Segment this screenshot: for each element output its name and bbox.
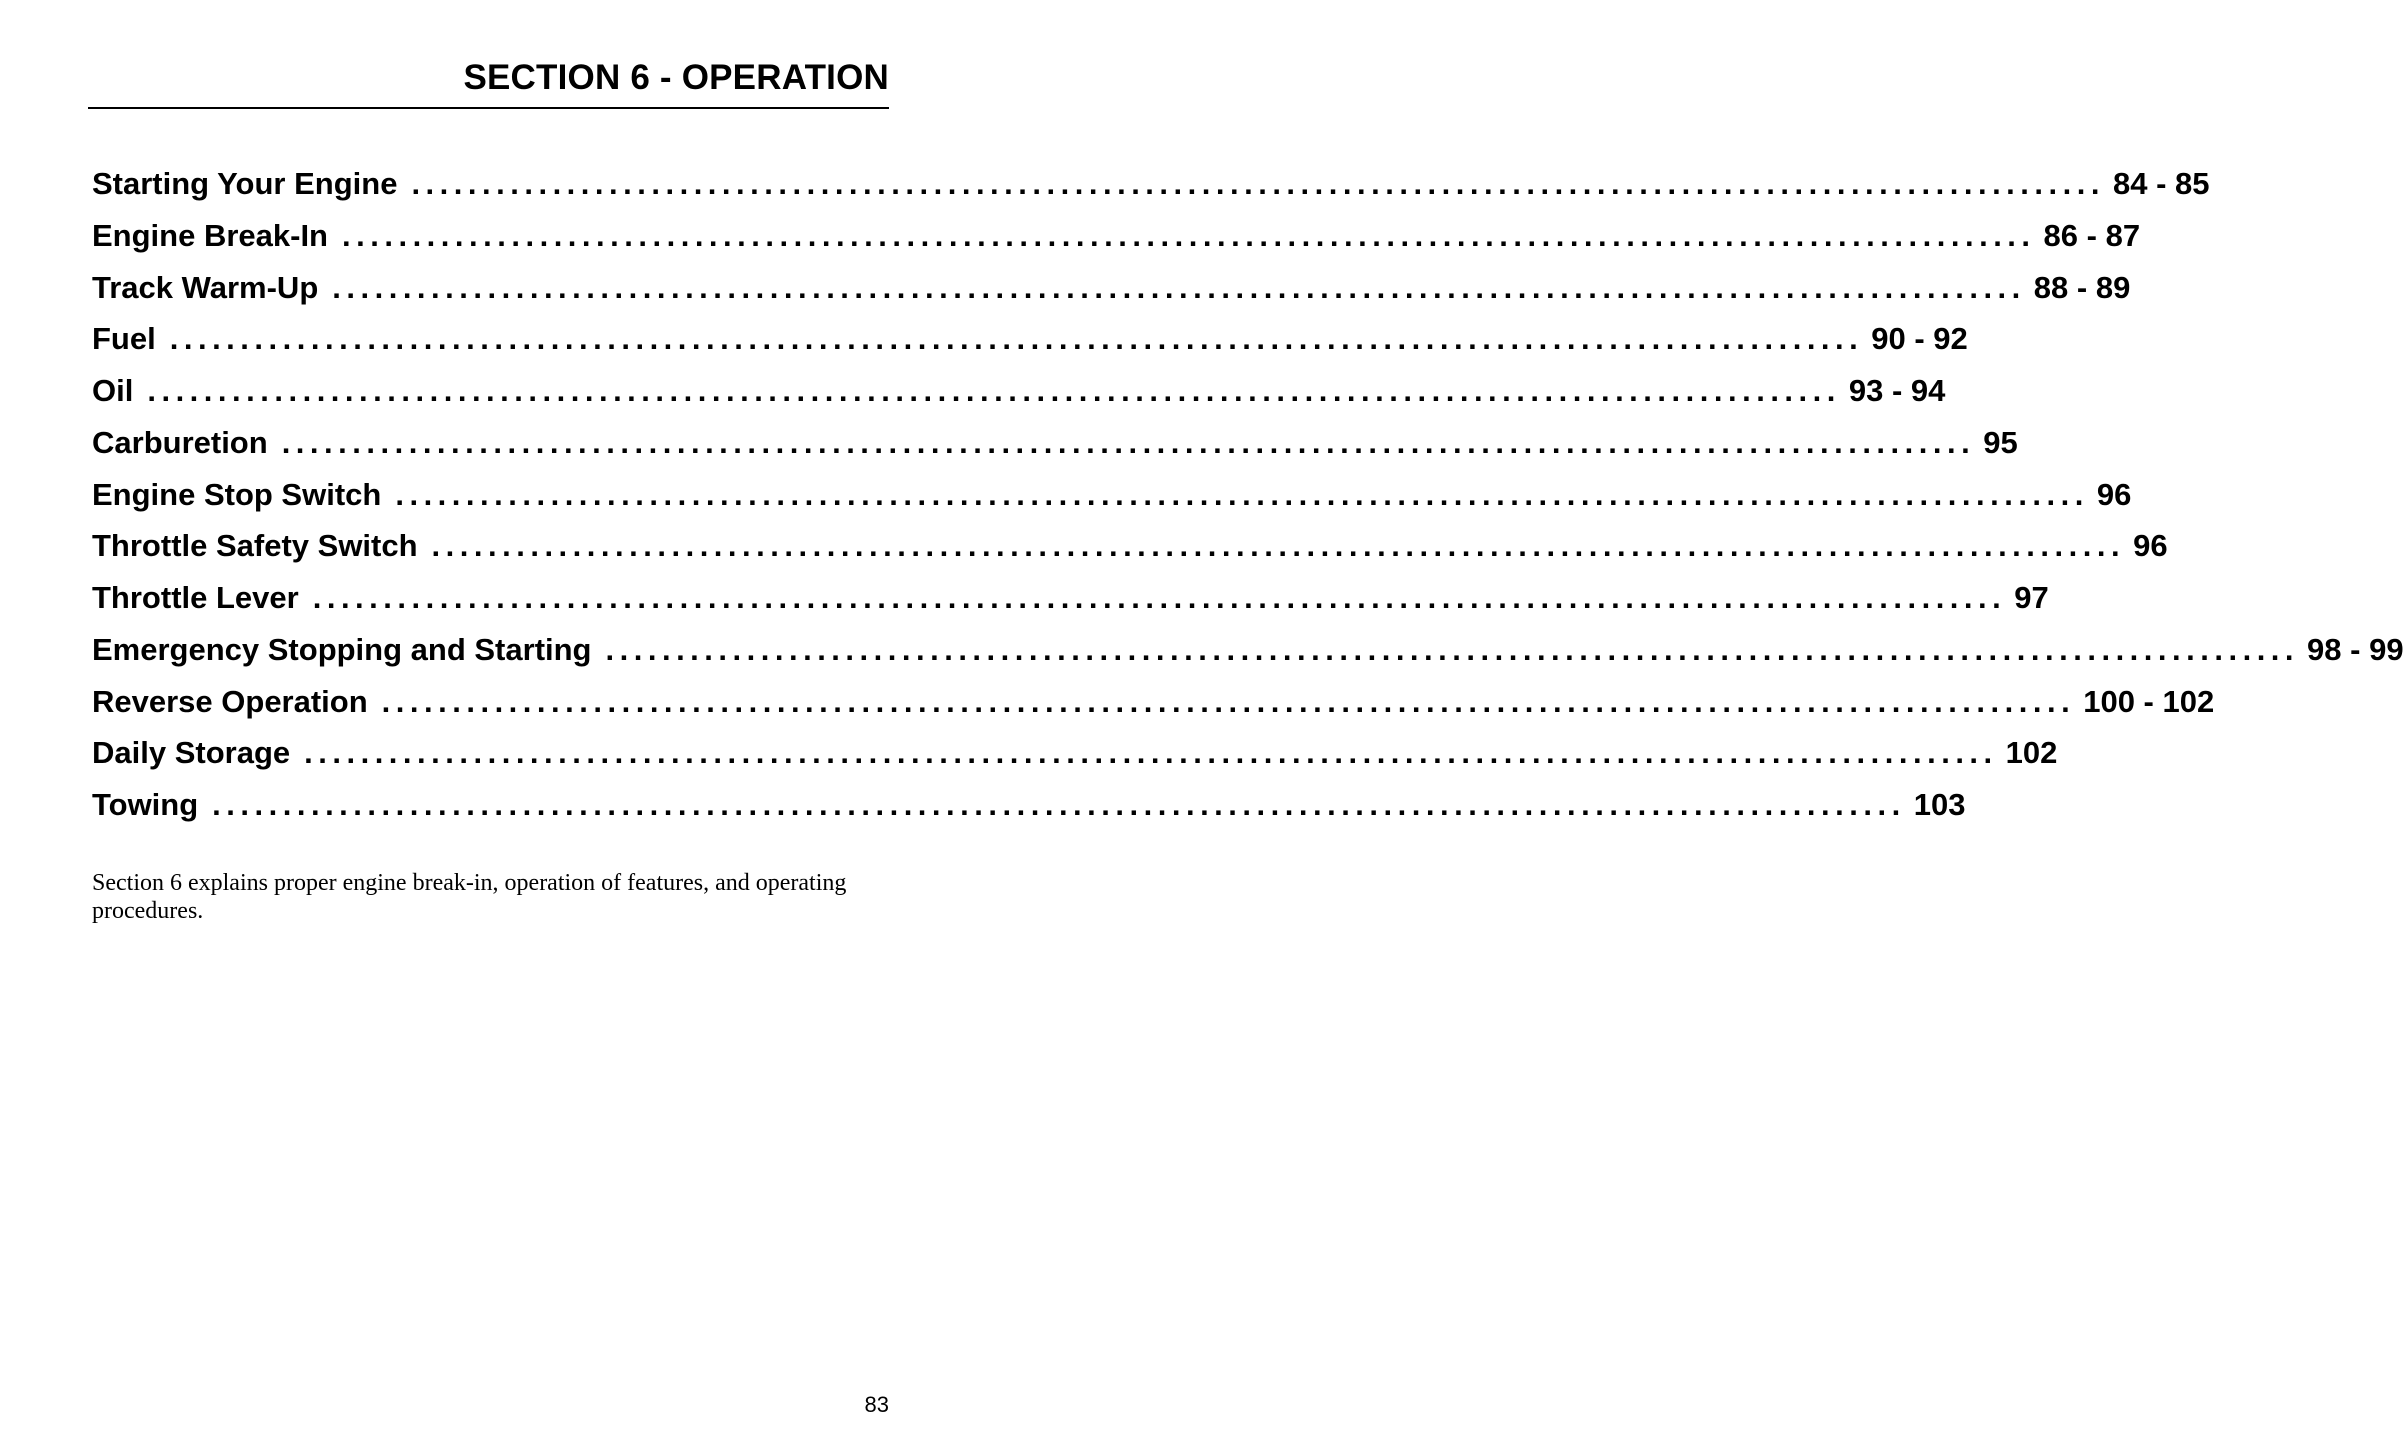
- toc-entry-track-warm-up[interactable]: [92, 262, 2131, 314]
- toc-entry-label: Throttle Safety Switch: [92, 528, 418, 564]
- toc-entry-label: Track Warm-Up: [92, 269, 319, 305]
- title-divider: [88, 107, 889, 109]
- toc-leader-dots: ........................................................................................................................: [281, 424, 1976, 460]
- toc-entry-throttle-lever[interactable]: [92, 572, 2049, 624]
- toc-entry-pages: 95: [1983, 424, 2018, 460]
- toc-entry-starting-your-engine[interactable]: [92, 158, 2210, 210]
- toc-entry-label: Reverse Operation: [92, 683, 368, 719]
- toc-entry-label: Engine Break-In: [92, 217, 328, 253]
- page-number: 83: [864, 1392, 889, 1417]
- toc-entry-label: Daily Storage: [92, 735, 291, 771]
- section-title: SECTION 6 - OPERATION: [463, 58, 889, 97]
- toc-entry-pages: 96: [2096, 476, 2132, 512]
- toc-entry-pages: 86 - 87: [2043, 217, 2141, 253]
- toc-entry-emergency-stopping-and-starting[interactable]: [92, 624, 2404, 676]
- toc-entry-daily-storage[interactable]: [92, 727, 2058, 779]
- toc-leader-dots: ........................................................................................................................: [395, 476, 2089, 512]
- toc-entry-pages: 103: [1913, 787, 1966, 822]
- toc-leader-dots: ........................................................................................................................: [381, 683, 2076, 719]
- toc-entry-carburetion[interactable]: [92, 417, 2018, 469]
- toc-leader-dots: ........................................................................................................................: [212, 787, 1906, 822]
- toc-entry-pages: 96: [2133, 528, 2168, 564]
- toc-leader-dots: ........................................................................................................................: [605, 631, 2300, 667]
- toc-entry-pages: 100 - 102: [2083, 683, 2215, 719]
- toc-entry-label: Carburetion: [92, 424, 268, 460]
- toc-entry-oil[interactable]: [92, 365, 1946, 417]
- toc-entry-pages: 102: [2005, 735, 2058, 771]
- toc-entry-throttle-safety-switch[interactable]: [92, 520, 2168, 572]
- toc-leader-dots: ........................................................................................................................: [431, 528, 2126, 564]
- toc-leader-dots: ........................................................................................................................: [342, 217, 2036, 253]
- toc-leader-dots: ........................................................................................................................: [312, 580, 2007, 615]
- toc-leader-dots: ........................................................................................................................: [411, 166, 2105, 201]
- section-description: Section 6 explains proper engine break-in, operation of features, and operating procedures.: [92, 870, 847, 924]
- toc-leader-dots: ........................................................................................................................: [147, 373, 1841, 408]
- toc-entry-engine-break-in[interactable]: [92, 210, 2141, 262]
- toc-entry-pages: 90 - 92: [1871, 321, 1968, 357]
- toc-entry-label: Emergency Stopping and Starting: [92, 631, 592, 667]
- toc-entry-pages: 88 - 89: [2033, 269, 2131, 305]
- toc-entry-label: Engine Stop Switch: [92, 476, 382, 512]
- toc-entry-reverse-operation[interactable]: [92, 676, 2215, 728]
- toc-entry-label: Starting Your Engine: [92, 166, 398, 201]
- toc-entry-label: Fuel: [92, 321, 156, 357]
- table-of-contents: [92, 158, 2404, 831]
- toc-leader-dots: ........................................................................................................................: [332, 269, 2026, 305]
- toc-entry-label: Throttle Lever: [92, 580, 299, 615]
- toc-entry-label: Towing: [92, 787, 199, 822]
- toc-entry-towing[interactable]: [92, 779, 1966, 831]
- toc-entry-label: Oil: [92, 373, 134, 408]
- toc-entry-pages: 97: [2014, 580, 2049, 615]
- toc-entry-pages: 84 - 85: [2112, 166, 2210, 201]
- toc-entry-fuel[interactable]: [92, 313, 1968, 365]
- toc-entry-pages: 93 - 94: [1848, 373, 1946, 408]
- toc-entry-pages: 98 - 99: [2307, 631, 2404, 667]
- toc-leader-dots: ........................................................................................................................: [304, 735, 1998, 771]
- toc-leader-dots: ........................................................................................................................: [169, 321, 1864, 357]
- toc-entry-engine-stop-switch[interactable]: [92, 469, 2132, 521]
